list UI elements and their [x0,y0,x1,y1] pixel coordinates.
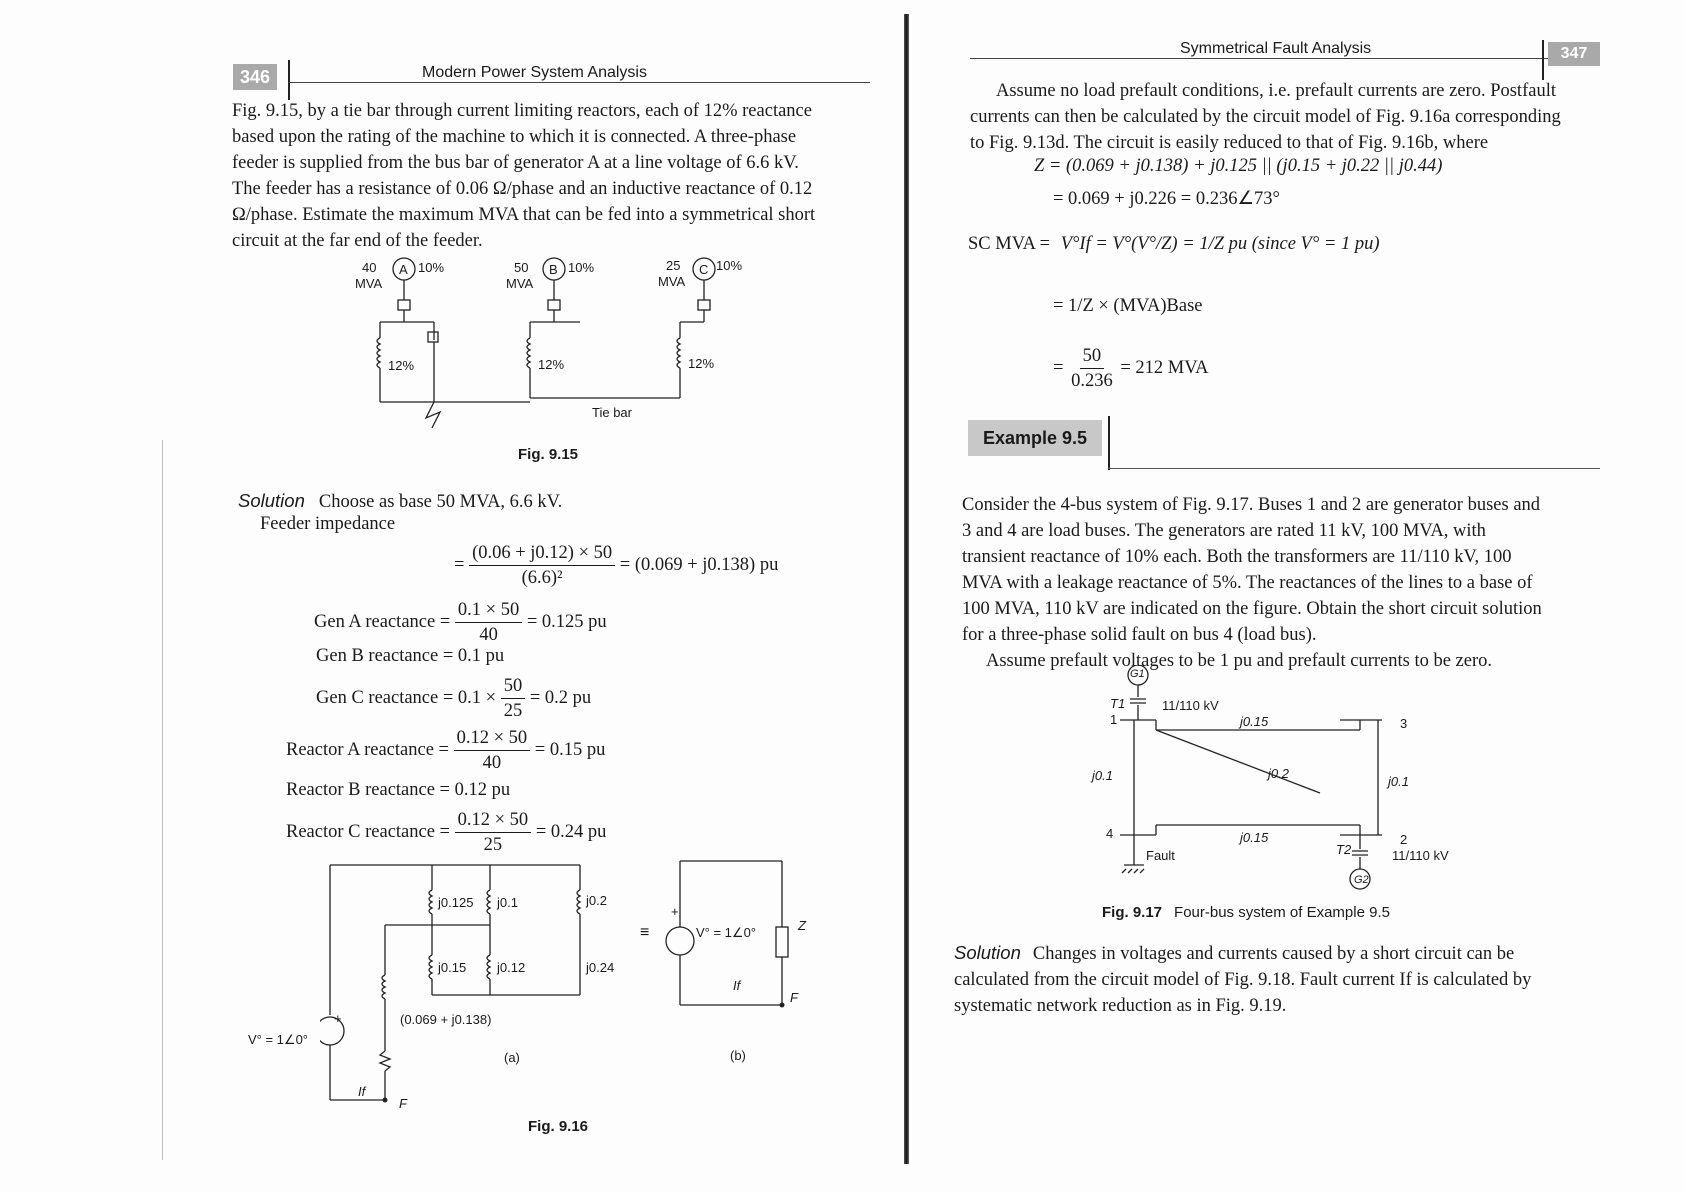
left-page-margin-line [162,440,163,1160]
para1-line: currents can then be calculated by the circuit model of Fig. 9.16a corresponding [970,107,1561,127]
feeder-num: (0.06 + j0.12) × 50 [469,541,615,566]
fig916-fault-current-b: If [733,978,741,993]
example-line: 100 MVA, 110 kV are indicated on the figure. Obtain the short circuit solution [962,599,1542,619]
solution-label: Solution [238,490,305,511]
fig917-line42: j0.15 [1240,830,1269,845]
gen-c-reactance: 10% [716,258,743,273]
intro-line: The feeder has a resistance of 0.06 Ω/phase and an inductive reactance of 0.12 [232,179,813,199]
header-rule [288,60,290,100]
fig916-z: Z [798,918,806,933]
fig916-x5: j0.12 [497,960,526,975]
running-header-right: Symmetrical Fault Analysis [1180,40,1372,57]
gen-b-eq: Gen B reactance = 0.1 pu [316,646,505,666]
example-label: Example 9.5 [968,420,1102,456]
solution-line2: Feeder impedance [260,514,396,534]
reactor-c-num: 0.12 × 50 [455,808,532,833]
intro-line: feeder is supplied from the bus bar of generator A at a line voltage of 6.6 kV. [232,153,799,173]
fig916-plus-b: + [671,904,679,919]
fig917-line32: j0.2 [1268,766,1289,781]
gen-c-mva: MVA [658,274,686,289]
fig917-t1-rating: 11/110 kV [1162,698,1219,713]
fig-9-16-diagram [320,855,820,1115]
feeder-impedance-eq: = $\frac{(0.06 + j0.12) \times 50}{\text{(6.6)²}}$ = (0.069 + j0.138) pu [454,543,779,588]
final-fraction [1068,344,1116,393]
gen-a-eq [314,598,607,647]
para1-line: Assume no load prefault conditions, i.e. prefault currents are zero. Postfault [996,81,1556,101]
gen-c-den: 25 [503,701,523,721]
fig-9-17-caption [1102,904,1390,921]
tie-bar-label: Tie bar [592,405,632,420]
intro-line: based upon the rating of the machine to which it is connected. A three-phase [232,127,797,147]
gen-b-mva: MVA [506,276,534,291]
gen-b-reactance: 10% [568,260,595,275]
reactor-a-num: 0.12 × 50 [454,726,531,751]
reactor-c-eq [286,808,606,857]
right-solution-line: systematic network reduction as in Fig. 9.19. [954,996,1287,1016]
example-line: 3 and 4 are load buses. The generators are rated 11 kV, 100 MVA, with [962,521,1486,541]
fig-9-17-diagram [1090,665,1410,895]
reactor-c-result: = 0.24 pu [535,821,607,842]
header-rule-right [1542,40,1544,80]
fig917-bus2: 2 [1400,832,1408,847]
fig917-fault: Fault [1146,848,1175,863]
header-underline-right [970,58,1554,59]
sc-mva-label: SC MVA = [968,234,1051,254]
example-line: Consider the 4-bus system of Fig. 9.17. Buses 1 and 2 are generator buses and [962,495,1541,515]
fig916-fault-current-a: If [358,1084,366,1099]
gen-a-rating: 40 [362,260,377,275]
fig917-line13: j0.15 [1240,714,1269,729]
header-underline [288,82,870,83]
fig916-equiv: ≡ [640,924,650,941]
reactor-c-label: 12% [688,356,715,371]
example-rule [1108,416,1110,470]
example-line: transient reactance of 10% each. Both the transformers are 11/110 kV, 100 [962,547,1512,567]
page-number-right: 347 [1548,42,1600,66]
eq-z: Z = (0.069 + j0.138) + j0.125 || (j0.15 + j0.22 || j0.44) [1034,156,1443,176]
right-solution-line: calculated from the circuit model of Fig. 9.18. Fault current If is calculated by [954,970,1532,990]
right-para1 [970,78,1600,156]
fig917-line34: j0.1 [1388,774,1409,789]
reactor-c-label: Reactor C reactance = [286,821,450,842]
reactor-b-eq: Reactor B reactance = 0.12 pu [286,780,511,800]
fig916-source-a: V° = 1∠0° [248,1032,308,1047]
reactor-b-label: 12% [538,357,565,372]
right-solution-text: Changes in voltages and currents caused by a short circuit can be [1032,944,1515,964]
sc-mva-expr: V°If = V°(V°/Z) = 1/Z pu (since V° = 1 pu) [1060,234,1380,254]
reactor-a-label: 12% [388,358,415,373]
gen-a-symbol: A [399,262,408,277]
final-result: = 212 MVA [1120,357,1209,378]
para1-line: to Fig. 9.13d. The circuit is easily reduced to that of Fig. 9.16b, where [970,133,1489,153]
gen-a-result: = 0.125 pu [526,611,607,632]
book-gutter [904,14,909,1164]
reactor-a-label: Reactor A reactance = [286,739,449,760]
example-line: Assume prefault voltages to be 1 pu and prefault currents to be zero. [986,651,1493,671]
right-solution-label: Solution [954,942,1021,963]
right-solution-line [954,940,1600,967]
reactor-a-eq [286,726,605,775]
fig917-caption-num: Fig. 9.17 [1102,904,1163,921]
fig917-t2: T2 [1336,842,1352,857]
fig916-fault-node-b: F [790,990,798,1005]
fig916-x3: j0.2 [586,893,607,908]
eq-final: = $\frac{50}{0.236}$ = 212 MVA [1053,346,1209,391]
gen-a-fraction [455,598,522,647]
fig916-x2: j0.1 [497,895,518,910]
fig917-caption-text: Four-bus system of Example 9.5 [1174,904,1390,921]
reactor-a-result: = 0.15 pu [534,739,606,760]
gen-a-num: 0.1 × 50 [455,598,522,623]
gen-c-rating: 25 [666,258,681,273]
gen-a-den: 40 [479,625,498,645]
fig916-label-a: (a) [504,1050,520,1065]
running-header: Modern Power System Analysis [422,64,647,81]
intro-paragraph [232,98,868,254]
feeder-result: = (0.069 + j0.138) pu [619,554,779,575]
gen-a-reactance: 10% [418,260,445,275]
gen-c-symbol: C [699,262,709,277]
fig917-t1: T1 [1110,696,1126,711]
example-paragraph [962,492,1600,674]
fig917-bus1: 1 [1110,712,1118,727]
fig917-g2: G2 [1354,874,1369,886]
reactor-a-den: 40 [482,753,502,773]
fig917-bus4: 4 [1106,826,1114,841]
final-den: 0.236 [1071,371,1113,391]
final-num: 50 [1080,344,1105,369]
reactor-a-fraction [454,726,531,775]
eq-z2: = 0.069 + j0.226 = 0.236∠73° [1053,189,1280,209]
fig916-x4: j0.15 [438,960,467,975]
example-underline [1108,468,1600,469]
fig916-label-b: (b) [730,1048,746,1063]
fig916-source-b: V° = 1∠0° [696,925,756,940]
eq-sc-mva [968,234,1380,255]
fig-9-16-caption: Fig. 9.16 [528,1118,589,1135]
fig916-plus-a: + [334,1011,342,1026]
fig917-bus3: 3 [1400,716,1408,731]
fig917-line14: j0.1 [1092,768,1113,783]
gen-b-symbol: B [549,262,558,277]
gen-b-rating: 50 [514,260,529,275]
reactor-c-den: 25 [483,835,503,855]
eq-base: = 1/Z × (MVA)Base [1053,296,1203,316]
fig917-t2-rating: 11/110 kV [1392,848,1449,863]
fig916-x1: j0.125 [438,895,474,910]
fig-9-15-caption: Fig. 9.15 [518,446,579,463]
intro-line: Fig. 9.15, by a tie bar through current limiting reactors, each of 12% reactance [232,101,812,121]
gen-c-result: = 0.2 pu [529,687,592,708]
gen-c-eq [316,674,591,723]
intro-line: circuit at the far end of the feeder. [232,231,483,251]
fig-9-15-diagram [340,250,780,450]
example-line: for a three-phase solid fault on bus 4 (load bus). [962,625,1317,645]
gen-c-num: 50 [501,674,526,699]
feeder-den: (6.6)² [521,568,563,588]
solution-heading [238,490,562,513]
reactor-c-fraction [455,808,532,857]
feeder-fraction [469,541,615,590]
fig916-feeder: (0.069 + j0.138) [400,1012,492,1027]
intro-line: Ω/phase. Estimate the maximum MVA that can be fed into a symmetrical short [232,205,816,225]
gen-a-label: Gen A reactance = [314,611,451,632]
gen-a-mva: MVA [355,276,383,291]
gen-c-label: Gen C reactance = 0.1 × [316,687,497,708]
page-number: 346 [233,64,277,90]
right-solution-paragraph [954,940,1600,1019]
fig917-g1: G1 [1130,668,1145,680]
example-line: MVA with a leakage reactance of 5%. The reactances of the lines to a base of [962,573,1533,593]
solution-line1: Choose as base 50 MVA, 6.6 kV. [318,492,563,512]
fig916-fault-node-a: F [399,1096,407,1111]
gen-c-fraction [501,674,526,723]
fig916-x6: j0.24 [586,960,615,975]
